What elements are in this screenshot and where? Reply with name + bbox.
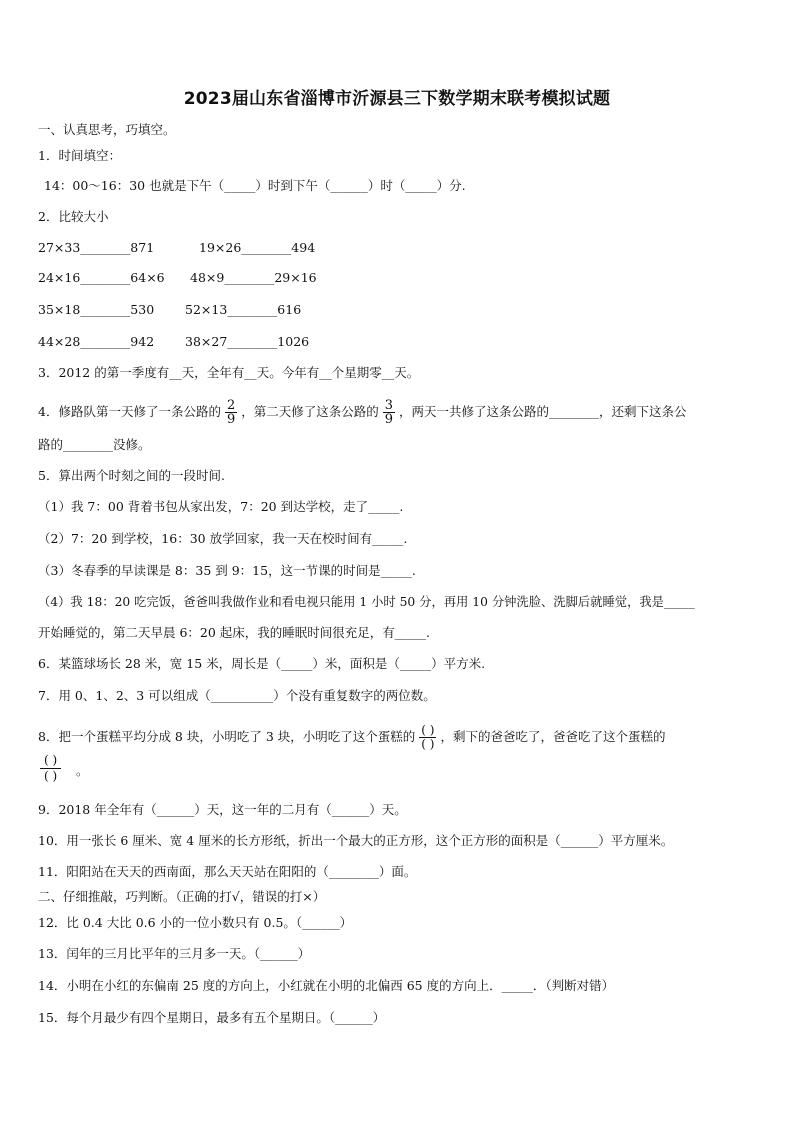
question-4-line-2: 路的________没修。 (38, 437, 151, 452)
question-5-part-4b: 开始睡觉的，第二天早晨 6：20 起床，我的睡眠时间很充足，有_____. (38, 625, 431, 640)
question-15: 15．每个月最少有四个星期日，最多有五个星期日。（______） (38, 1010, 386, 1025)
question-8-line-1: 8．把一个蛋糕平均分成 8 块，小明吃了 3 块，小明吃了这个蛋糕的 $\frac{( )}{( )}$ ，剩下的爸爸吃了，爸爸吃了这个蛋糕的 (38, 723, 666, 751)
question-8-end: 。 (76, 763, 89, 778)
compare-left-3: 35×18________530 (38, 302, 155, 317)
question-5-part-4a: （4）我 18：20 吃完饭，爸爸叫我做作业和看电视只能用 1 小时 50 分，再用 10 分钟洗脸、洗脚后就睡觉，我是_____ (38, 595, 695, 609)
section-heading-fill-in: 一、认真思考，巧填空。 (38, 122, 176, 137)
compare-right-2: 48×9________29×16 (190, 270, 317, 285)
blank-fraction-2: ( ) ( ) (40, 753, 61, 784)
question-5-part-1: （1）我 7：00 背着书包从家出发，7：20 到达学校，走了_____. (38, 499, 404, 514)
question-1-heading: 1．时间填空： (38, 148, 121, 163)
fraction-three-ninths: $\frac{3}{9}$ (384, 398, 394, 427)
question-7: 7．用 0、1、2、3 可以组成（__________）个没有重复数字的两位数。 (38, 688, 436, 703)
blank-fraction-1: $\frac{( )}{( )}$ (421, 723, 435, 751)
question-3: 3．2012 的第一季度有__天，全年有__天。今年有__个星期零__天。 (38, 365, 420, 380)
question-10: 10．用一张长 6 厘米、宽 4 厘米的长方形纸，折出一个最大的正方形，这个正方形的面积是（______）平方厘米。 (38, 833, 674, 848)
question-5-heading: 5．算出两个时刻之间的一段时间. (38, 468, 225, 483)
question-9: 9．2018 年全年有（______）天，这一年的二月有（______）天。 (38, 802, 407, 817)
question-5-part-2: （2）7：20 到学校，16：30 放学回家，我一天在校时间有_____. (38, 531, 408, 546)
page-title: 2023届山东省淄博市沂源县三下数学期末联考模拟试题 (183, 89, 611, 109)
question-5-part-3: （3）冬春季的早读课是 8：35 到 9：15，这一节课的时间是_____. (38, 563, 416, 578)
compare-left-4: 44×28________942 (38, 334, 155, 349)
question-12: 12．比 0.4 大比 0.6 小的一位小数只有 0.5。（______） (38, 915, 353, 930)
compare-left-2: 24×16________64×6 (38, 270, 165, 285)
compare-right-3: 52×13________616 (185, 302, 302, 317)
question-13: 13．闰年的三月比平年的三月多一天。（______） (38, 946, 311, 961)
question-6: 6．某篮球场长 28 米，宽 15 米，周长是（_____）米，面积是（_____）平方米. (38, 656, 486, 671)
compare-left-1: 27×33________871 (38, 240, 155, 255)
fraction-two-ninths: $\frac{2}{9}$ (226, 398, 236, 427)
section-heading-judge: 二、仔细推敲，巧判断。（正确的打√，错误的打×） (38, 889, 326, 904)
question-4-line-1 (38, 398, 687, 426)
question-4-text-b: ，第二天修了这条公路的 (241, 404, 379, 419)
question-2-heading: 2．比较大小 (38, 209, 109, 224)
question-4-text-a: 4．修路队第一天修了一条公路的 (38, 404, 221, 419)
compare-right-4: 38×27________1026 (185, 334, 310, 349)
question-14: 14．小明在小红的东偏南 25 度的方向上，小红就在小明的北偏西 65 度的方向上．_____．（判断对错） (38, 978, 615, 993)
compare-right-1: 19×26________494 (199, 240, 316, 255)
question-1-body: 14：00～16：30 也就是下午（_____）时到下午（______）时（_____）分. (44, 178, 466, 193)
question-11: 11．阳阳站在天天的西南面，那么天天站在阳阳的（________）面。 (38, 864, 417, 879)
question-4-text-c: ，两天一共修了这条公路的________，还剩下这条公 (399, 404, 687, 419)
